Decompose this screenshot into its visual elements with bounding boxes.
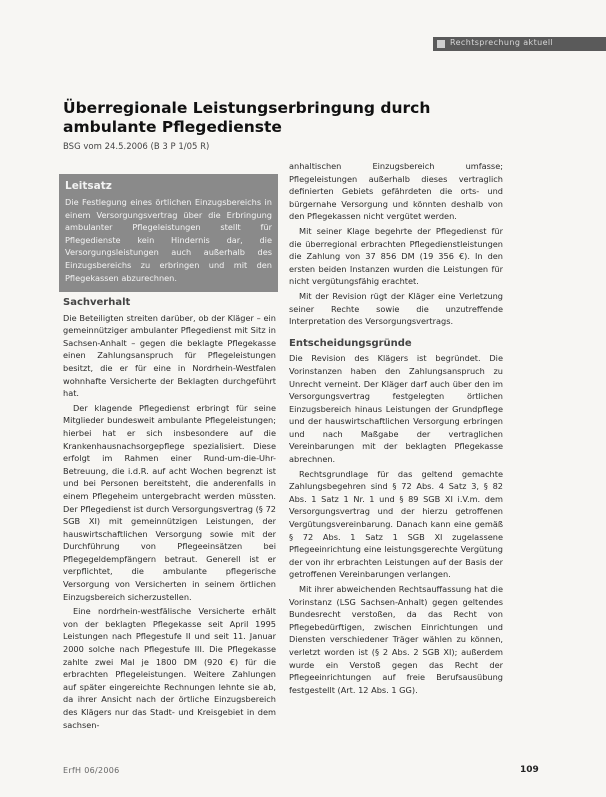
section-label: Rechtsprechung aktuell	[450, 38, 554, 47]
section-square-icon	[437, 40, 445, 48]
body-paragraph: Rechtsgrundlage für das geltend gemachte Zahlungsbegehren sind § 72 Abs. 4 Satz 3, § 82 Abs. 1 Satz 1 Nr. 1 und § 89 SGB XI i.V.m. dem Versorgungsvertrag und der hierzu getroffenen Vergütungsvereinbarung. Danach kann eine gemäß § 72 Abs. 1 Satz 1 SGB XI zugelassene Pflegeeinrichtung eine leistungsgerechte Vergütung der von ihr erbrachten Leistungen auf der Basis der getroffenen Vereinbarungen verlangen.	[289, 468, 503, 580]
sachverhalt-paragraph: Die Beteiligten streiten darüber, ob der Kläger – ein gemeinnütziger ambulanter Pflegedienst mit Sitz in Sachsen-Anhalt – gegen die beklagte Pflegekasse einen Zahlungsanspruch für Pflegeleistungen besitzt, die er für eine in Nordrhein-Westfalen wohnhafte Versicherte der Beklagten durchgeführt hat.	[63, 312, 276, 399]
right-column	[289, 160, 503, 698]
sachverhalt-paragraph: Der klagende Pflegedienst erbringt für seine Mitglieder bundesweit ambulante Pflegeleistungen; hierbei hat er sich insbesondere auf die Krankenhausnachsorgepflege spezialisiert. Diese erfolgt im Rahmen einer Rund-um-die-Uhr-Betreuung, die i.d.R. auf acht Wochen begrenzt ist und bei Personen bereitsteht, die anderenfalls in einem Pflegeheim untergebracht werden müssten. Der Pflegedienst ist durch Versorgungsvertrag (§ 72 SGB XI) mit gemeinnützigen Leistungen, der hauswirtschaftlichen Versorgung sowie mit der Durchführung von Pflegeeinsätzen bei Pflegegeldempfängern betraut. Generell ist er verpflichtet, die ambulante pflegerische Versorgung von Versicherten in seinem örtlichen Einzugsbereich sicherzustellen.	[63, 402, 276, 602]
issue-label: ErfH 06/2006	[63, 766, 120, 775]
page-number: 109	[520, 765, 539, 775]
body-paragraph: Mit ihrer abweichenden Rechtsauffassung hat die Vorinstanz (LSG Sachsen-Anhalt) gegen geltendes Bundesrecht verstoßen, da das Recht von Pflegebedürftigen, zwischen Einrichtungen und Diensten verschiedener Träger wählen zu können, verletzt worden ist (§ 2 Abs. 2 SGB XI); außerdem wurde ein Verstoß gegen das Recht der Pflegeeinrichtungen auf freie Berufsausübung festgestellt (Art. 12 Abs. 1 GG).	[289, 584, 503, 695]
article-title: Überregionale Leistungserbringung durch ambulante Pflegedienste	[63, 99, 431, 136]
entscheidungsgruende-heading: Entscheidungsgründe	[289, 337, 412, 349]
leitsatz-box	[59, 174, 278, 292]
left-column	[63, 297, 276, 733]
section-header-bar	[433, 37, 606, 51]
body-paragraph: anhaltischen Einzugsbereich umfasse; Pflegeleistungen außerhalb dieses vertraglich definierten Gebiets gefährdeten die orts- und bürgernahe Versorgung und könnten deshalb von den Pflegekassen nicht vergütet werden.	[289, 161, 503, 222]
case-reference: BSG vom 24.5.2006 (B 3 P 1/05 R)	[63, 142, 210, 152]
body-paragraph: Die Revision des Klägers ist begründet. Die Vorinstanzen haben den Zahlungsanspruch zu Unrecht verneint. Der Kläger darf auch über den im Versorgungsvertrag festgelegten örtlichen Einzugsbereich hinaus Leistungen der Grundpflege und der hauswirtschaftlichen Versorgung erbringen und nach Maßgabe der vertraglichen Vereinbarungen mit der beklagten Pflegekasse abrechnen.	[289, 353, 503, 465]
sachverhalt-paragraph: Eine nordrhein-westfälische Versicherte erhält von der beklagten Pflegekasse seit April 1995 Leistungen nach Pflegestufe II und seit 11. Januar 2000 solche nach Pflegestufe III. Die Pflegekasse zahlte zwei Mal je 1800 DM (920 €) für die erbrachten Pflegeleistungen. Weitere Zahlungen auf später eingereichte Rechnungen lehnte sie ab, da ihrer Ansicht nach der örtliche Einzugsbereich des Klägers nur das Stadt- und Kreisgebiet in dem sachsen-	[63, 606, 276, 730]
leitsatz-heading: Leitsatz	[65, 180, 112, 192]
body-paragraph: Mit seiner Klage begehrte der Pflegedienst für die überregional erbrachten Pflegedienstleistungen die Zahlung von 37 856 DM (19 356 €). In den ersten beiden Instanzen wurden die Leistungen für nicht vergütungsfähig erachtet.	[289, 225, 503, 287]
leitsatz-text: Die Festlegung eines örtlichen Einzugsbereichs in einem Versorgungsvertrag über die Erbringung ambulanter Pflegeleistungen stellt für Pflegedienste kein Hindernis dar, die Versorgungsleistungen auch außerhalb des Einzugsbereichs zu erbringen und mit den Pflegekassen abzurechnen.	[65, 197, 272, 283]
body-paragraph: Mit der Revision rügt der Kläger eine Verletzung seiner Rechte sowie die unzutreffende Interpretation des Versorgungsvertrags.	[289, 290, 503, 327]
sachverhalt-heading: Sachverhalt	[63, 297, 131, 308]
